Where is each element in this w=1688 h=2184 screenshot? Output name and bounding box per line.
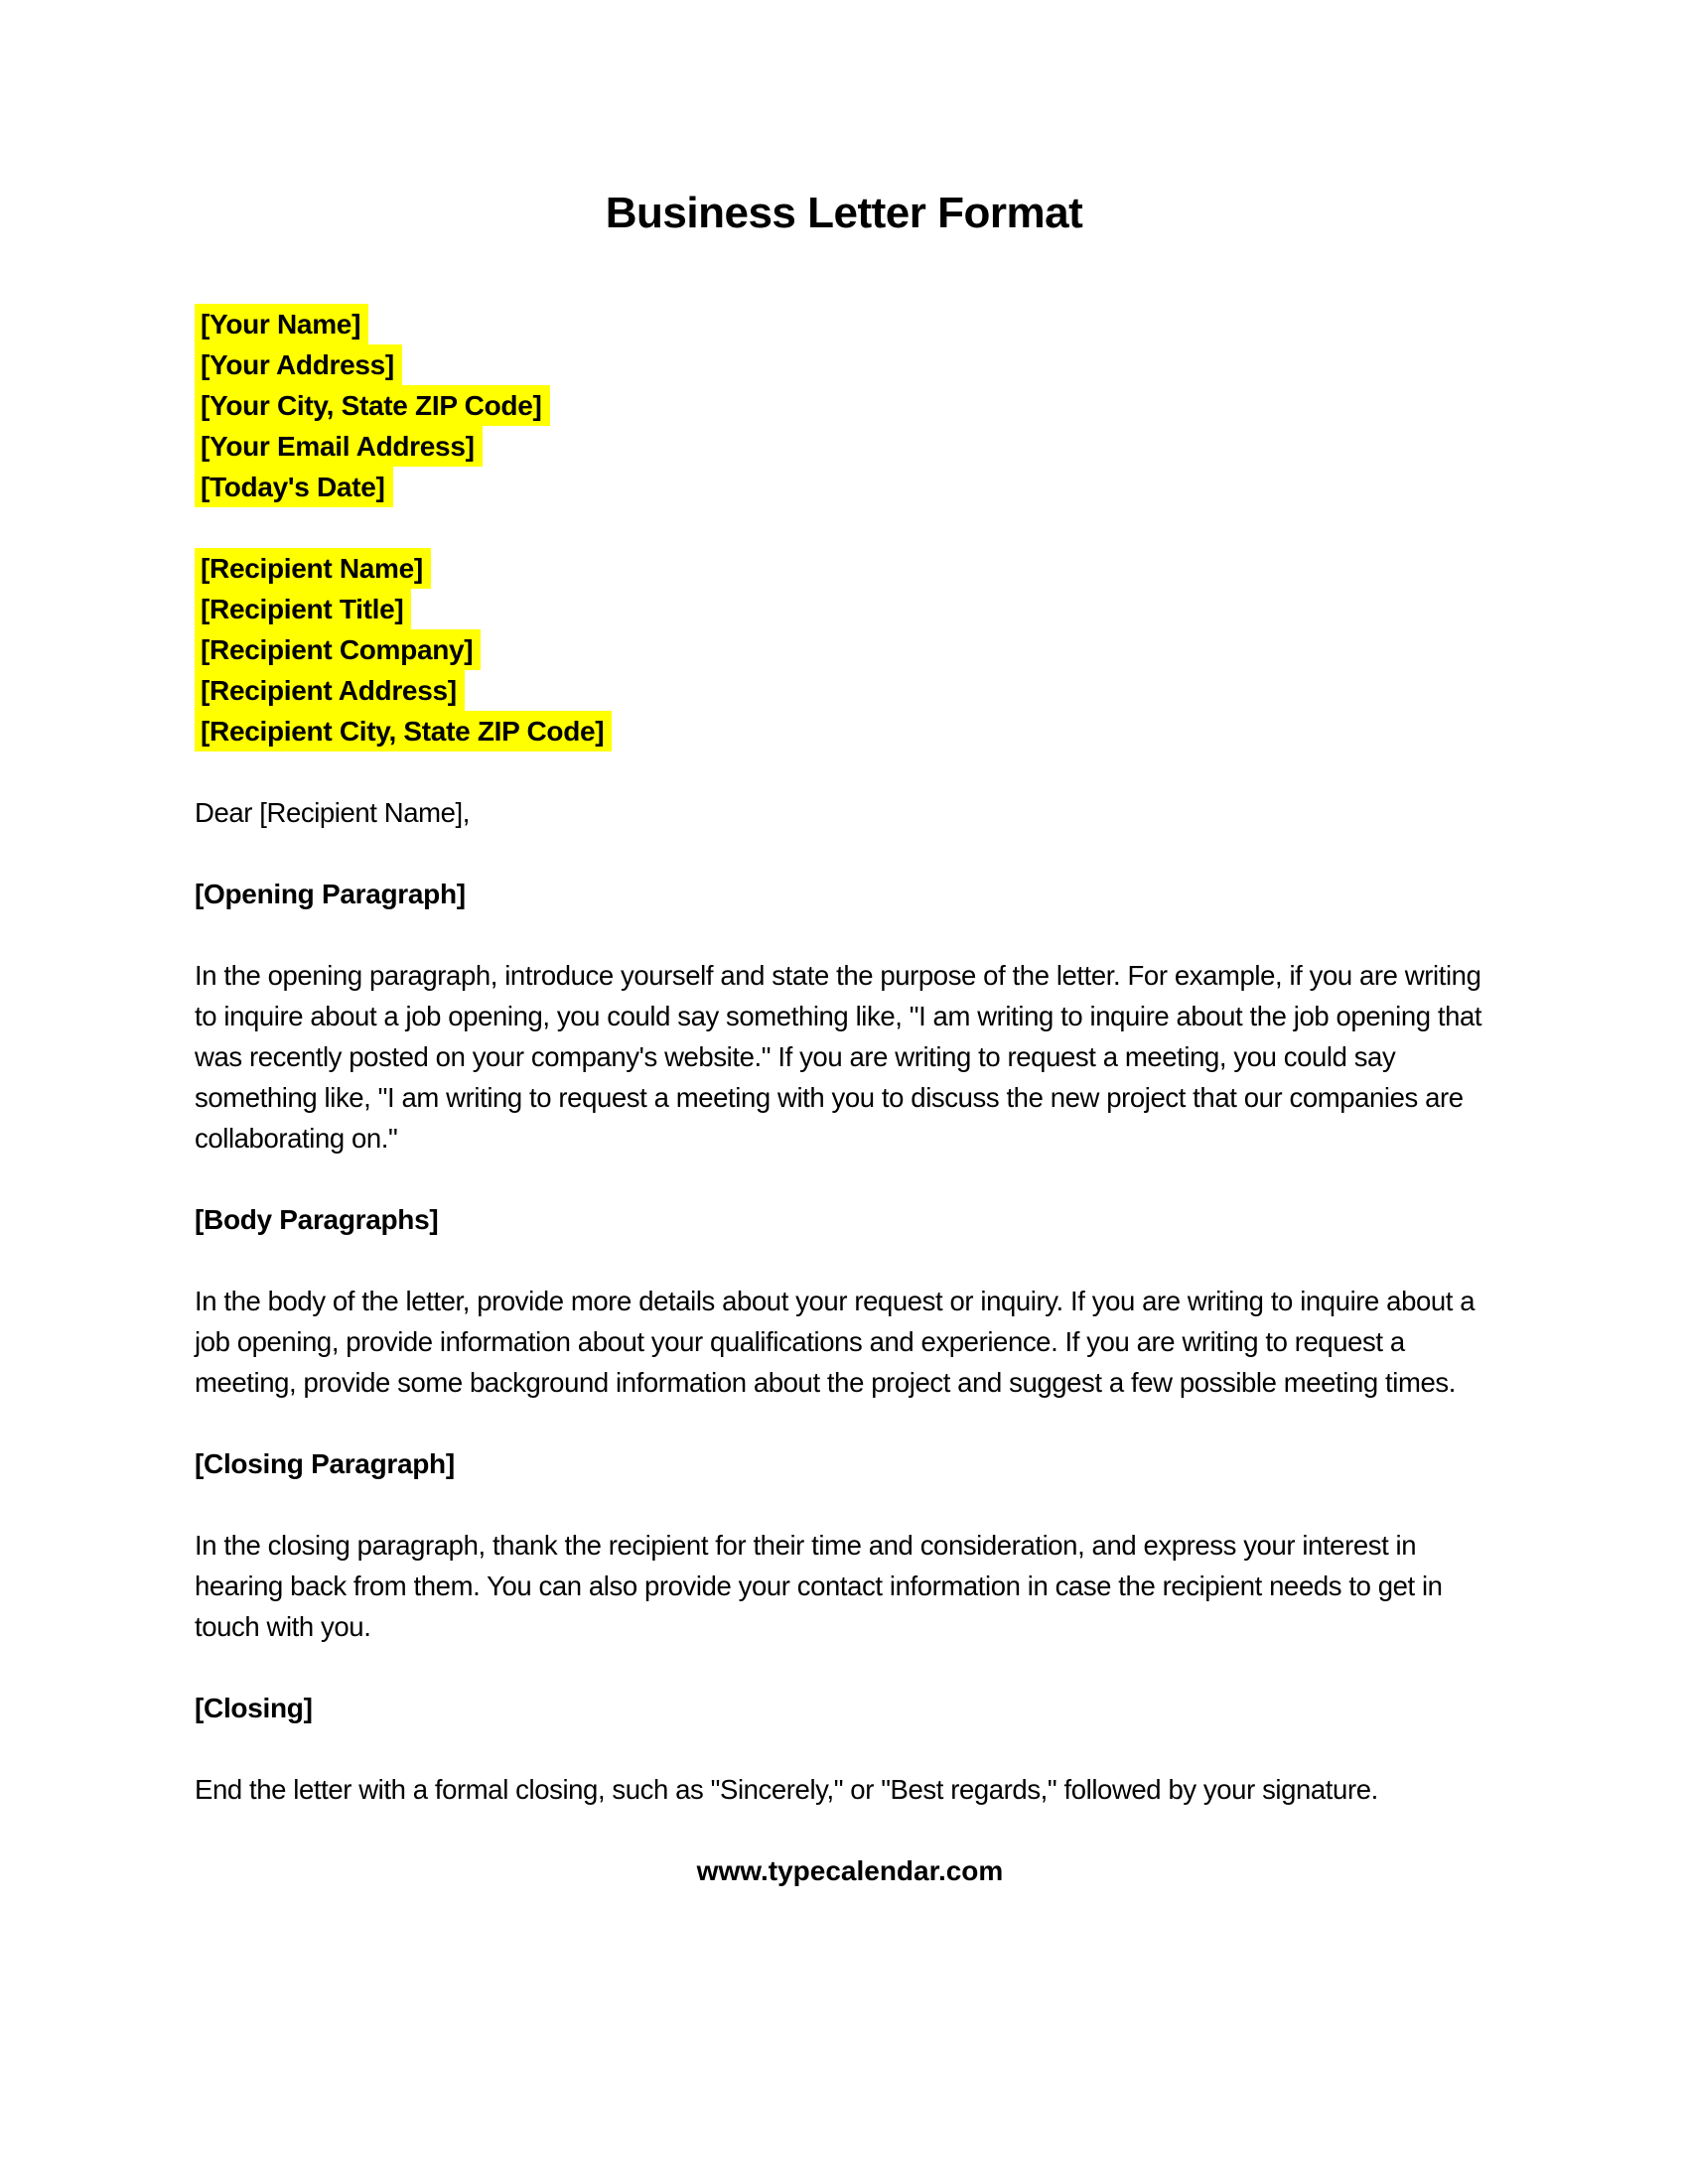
section-heading-closing-paragraph: [Closing Paragraph]: [195, 1448, 455, 1479]
letter-body: [195, 304, 1505, 1891]
section-text-body-paragraphs: In the body of the letter, provide more details about your request or inquiry. If you are writing to inquire about a job opening, provide information about your qualifications and experience. If you are writing to request a meeting, provide some background information about the project and suggest a few possible meeting times.: [195, 1286, 1476, 1398]
recipient-line-row: [195, 629, 1505, 670]
recipient-city-state-zip-placeholder: [Recipient City, State ZIP Code]: [195, 711, 612, 751]
recipient-company-placeholder: [Recipient Company]: [195, 629, 481, 670]
sender-line-row: [195, 426, 1505, 467]
sender-address-block: [195, 304, 1505, 507]
date-placeholder: [Today's Date]: [195, 467, 393, 507]
recipient-title-placeholder: [Recipient Title]: [195, 589, 411, 629]
section-heading-opening-paragraph: [Opening Paragraph]: [195, 879, 466, 909]
recipient-line-row: [195, 548, 1505, 589]
section-text-opening-paragraph: In the opening paragraph, introduce yourself and state the purpose of the letter. For example, if you are writing to inquire about a job opening, you could say something like, "I am writing to inquire about the job opening that was recently posted on your company's website." If you are writing to request a meeting, you could say something like, "I am writing to request a meeting with you to discuss the new project that our companies are collaborating on.": [195, 960, 1482, 1154]
sender-name-placeholder: [Your Name]: [195, 304, 368, 344]
sender-line-row: [195, 385, 1505, 426]
section-heading-closing: [Closing]: [195, 1693, 313, 1723]
footer-site-url: www.typecalendar.com: [696, 1855, 1004, 1886]
section-text-closing-paragraph: In the closing paragraph, thank the recipient for their time and consideration, and express your interest in hearing back from them. You can also provide your contact information in case the recipient needs to get in touch with you.: [195, 1530, 1443, 1642]
recipient-line-row: [195, 589, 1505, 629]
recipient-address-placeholder: [Recipient Address]: [195, 670, 465, 711]
sender-line-row: [195, 344, 1505, 385]
recipient-address-block: [195, 548, 1505, 751]
recipient-line-row: [195, 670, 1505, 711]
sender-email-placeholder: [Your Email Address]: [195, 426, 483, 467]
sender-line-row: [195, 467, 1505, 507]
section-text-closing: End the letter with a formal closing, such as "Sincerely," or "Best regards," followed by your signature.: [195, 1774, 1378, 1805]
recipient-name-placeholder: [Recipient Name]: [195, 548, 431, 589]
salutation: Dear [Recipient Name],: [195, 797, 471, 828]
sender-address-placeholder: [Your Address]: [195, 344, 402, 385]
sender-line-row: [195, 304, 1505, 344]
recipient-line-row: [195, 711, 1505, 751]
page-title: Business Letter Format: [605, 189, 1083, 237]
sender-city-state-zip-placeholder: [Your City, State ZIP Code]: [195, 385, 550, 426]
section-heading-body-paragraphs: [Body Paragraphs]: [195, 1204, 439, 1235]
